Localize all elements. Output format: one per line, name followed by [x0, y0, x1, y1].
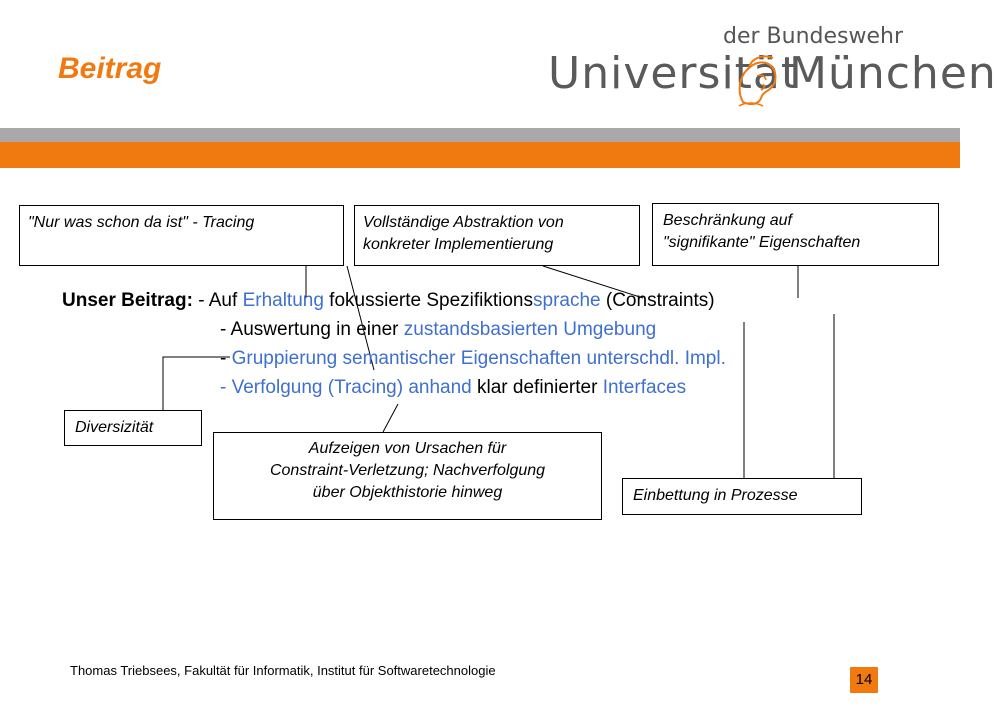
- line2-part1: - Auswertung in einer: [220, 319, 404, 340]
- line3-part1: -: [220, 348, 232, 369]
- line4-part2: klar definierter: [471, 377, 603, 398]
- line1-part2: Erhaltung: [242, 290, 324, 311]
- line1-part3: fokussierte Spezifiktions: [323, 290, 533, 311]
- box-abstraction-line-1: Vollständige Abstraktion von: [363, 214, 564, 231]
- contribution-line-4: [220, 376, 686, 400]
- box-restriction-line-2: "signifikante" Eigenschaften: [663, 234, 861, 251]
- box-causes: [213, 432, 602, 520]
- contribution-line-2: [220, 318, 656, 342]
- line4-part3: Interfaces: [602, 377, 687, 398]
- logo-subtitle: der Bundeswehr: [723, 24, 903, 49]
- box-causes-line-3: über Objekthistorie hinweg: [312, 484, 503, 501]
- line1-part1: - Auf: [192, 290, 243, 311]
- box-abstraction-line-2: konkreter Implementierung: [363, 236, 554, 253]
- box-causes-line-1: Aufzeigen von Ursachen für: [308, 440, 507, 457]
- contribution-line-3: [220, 347, 726, 371]
- box-abstraction: [354, 205, 640, 266]
- logo-word-right: München: [789, 48, 997, 99]
- connector-causes: [383, 404, 398, 432]
- box-restriction-line-1: Beschränkung auf: [663, 212, 792, 229]
- line1-part5: (Constraints): [600, 290, 715, 311]
- footer-text: Thomas Triebsees, Fakultät für Informatik, Institut für Softwaretechnologie: [70, 663, 496, 678]
- line1-part4: sprache: [533, 290, 601, 311]
- box-tracing-text: "Nur was schon da ist" - Tracing: [28, 214, 255, 231]
- box-diversity: [64, 410, 202, 446]
- line4-part1: - Verfolgung (Tracing) anhand: [220, 377, 472, 398]
- contribution-label: Unser Beitrag:: [62, 290, 193, 311]
- page-number-badge: 14: [850, 667, 878, 693]
- box-restriction: [652, 203, 939, 266]
- box-causes-line-2: Constraint-Verletzung; Nachverfolgung: [269, 462, 546, 479]
- slide-title: Beitrag: [58, 52, 162, 85]
- contribution-line-1: [62, 289, 715, 313]
- box-diversity-text: Diversizität: [75, 419, 154, 436]
- logo-word-left: Universität: [548, 48, 800, 99]
- line3-part2: Gruppierung semantischer Eigenschaften unterschdl. Impl.: [231, 348, 726, 369]
- line2-part2: zustandsbasierten Umgebung: [403, 319, 657, 340]
- box-tracing: [19, 205, 344, 266]
- box-process: [622, 478, 862, 515]
- box-process-text: Einbettung in Prozesse: [633, 487, 798, 504]
